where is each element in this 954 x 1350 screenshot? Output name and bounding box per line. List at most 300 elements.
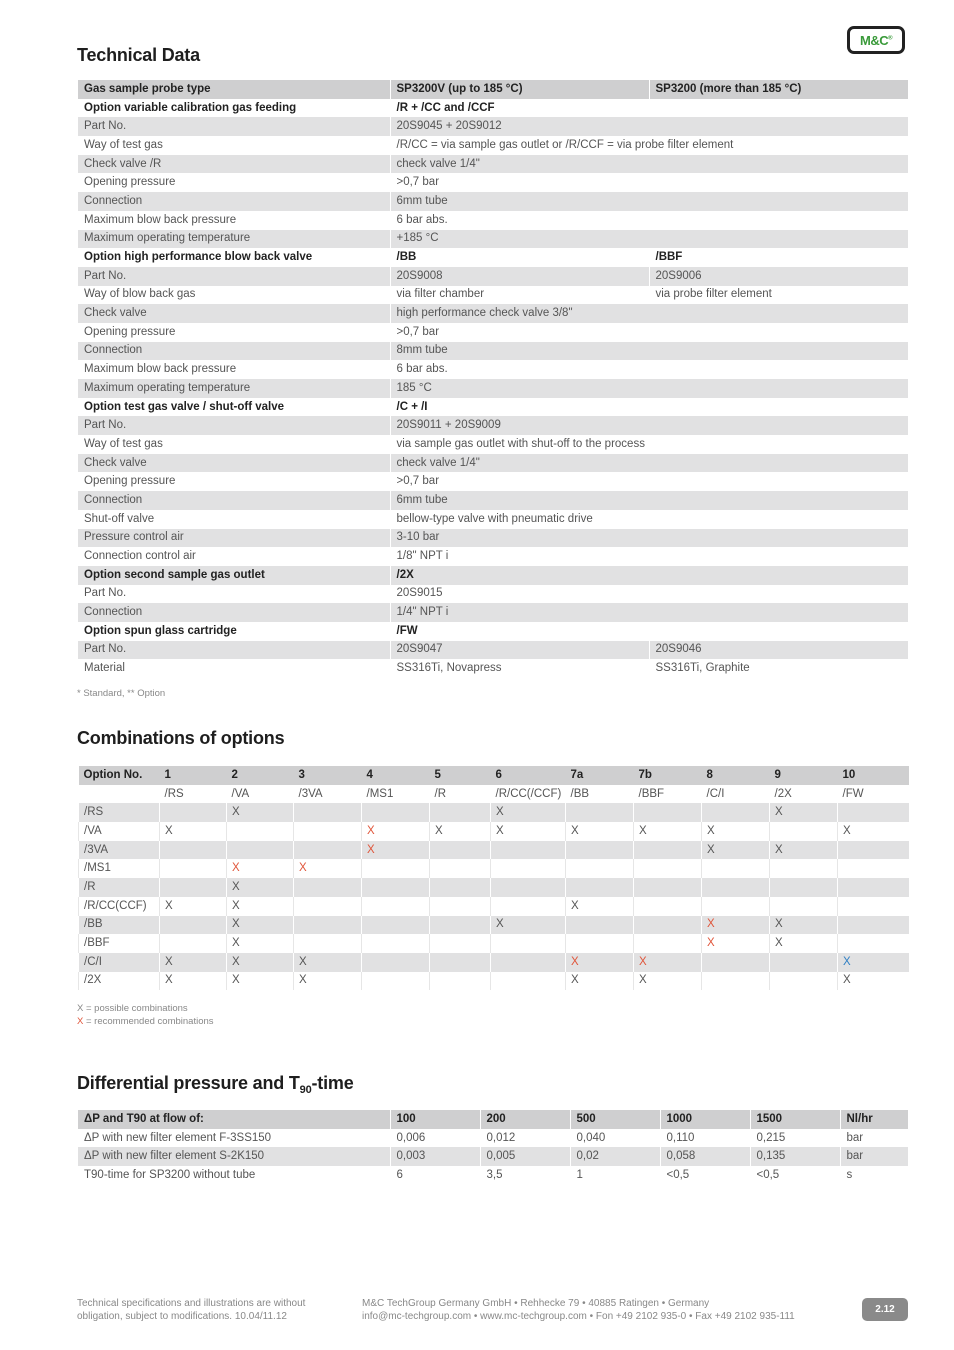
td-cell: Connection (78, 342, 390, 361)
td-cell: 20S9008 (390, 267, 649, 286)
td-row (78, 435, 908, 454)
co-mark-recommended: X (299, 862, 307, 875)
dp-header-cell: 1500 (750, 1110, 840, 1129)
td-cell: Way of test gas (84, 138, 163, 151)
co-cell (702, 841, 770, 860)
co-cell (838, 822, 909, 841)
co-cell (770, 934, 838, 953)
dp-cell: 0,110 (660, 1129, 750, 1148)
co-row (79, 934, 909, 953)
td-cell: /R/CC = via sample gas outlet or /R/CCF = via probe filter element (390, 136, 908, 155)
co-mark: X (496, 824, 504, 837)
co-cell (160, 897, 227, 916)
co-subheader-cell: /BB (570, 787, 590, 800)
co-cell (430, 841, 491, 860)
td-row (78, 659, 908, 678)
legend-possible-text: = possible combinations (83, 1003, 188, 1014)
co-cell (160, 841, 227, 860)
td-cell: Shut-off valve (84, 512, 155, 525)
td-cell: 1/8" NPT i (390, 547, 908, 566)
co-cell (294, 972, 362, 991)
co-cell (491, 916, 566, 935)
td-section-row (78, 99, 908, 118)
td-cell: Connection (78, 192, 390, 211)
co-mark: X (232, 918, 240, 931)
co-row-label: /BBF (79, 934, 160, 953)
co-mark: X (639, 824, 647, 837)
differential-pressure-table (78, 1110, 908, 1185)
co-cell (294, 803, 362, 822)
td-cell: Part No. (78, 267, 390, 286)
td-cell: 6mm tube (390, 491, 908, 510)
co-cell (634, 859, 702, 878)
td-row (78, 491, 908, 510)
co-row-label: /RS (79, 803, 160, 822)
co-cell (160, 972, 227, 991)
dp-cell: 3,5 (480, 1166, 570, 1185)
td-cell: Check valve (78, 304, 390, 323)
td-cell: 6 bar abs. (390, 360, 908, 379)
td-cell: Option second sample gas outlet (78, 566, 390, 585)
co-header-cell: 7a (566, 766, 634, 785)
co-cell (491, 803, 566, 822)
co-cell (634, 878, 702, 897)
td-row (78, 323, 908, 342)
td-section-row (78, 622, 908, 641)
td-header-cell: SP3200 (more than 185 °C) (649, 80, 908, 99)
co-cell (838, 878, 909, 897)
co-cell (566, 972, 634, 991)
co-row (79, 841, 909, 860)
dp-cell: ΔP with new filter element F-3SS150 (84, 1131, 272, 1144)
td-cell: /C + /I (390, 398, 908, 417)
co-cell (770, 916, 838, 935)
co-mark: X (571, 974, 579, 987)
co-header-cell: 5 (430, 766, 491, 785)
td-cell: via sample gas outlet with shut-off to the process (390, 435, 908, 454)
co-cell (634, 803, 702, 822)
co-cell (362, 822, 430, 841)
co-mark-recommended: X (367, 824, 375, 837)
co-subheader-cell: /BBF (638, 787, 665, 800)
co-cell (702, 859, 770, 878)
co-cell (770, 803, 838, 822)
td-cell: /R + /CC and /CCF (390, 99, 908, 118)
dp-header-cell: 200 (480, 1110, 570, 1129)
td-row (78, 585, 908, 604)
co-row (79, 822, 909, 841)
co-cell (566, 841, 634, 860)
co-cell (566, 953, 634, 972)
co-mark: X (299, 955, 307, 968)
td-cell: 20S9015 (390, 585, 908, 604)
dp-row (78, 1147, 908, 1166)
co-header-cell: 10 (838, 766, 909, 785)
dp-cell: 0,003 (390, 1147, 480, 1166)
td-header-cell: Gas sample probe type (78, 80, 390, 99)
co-cell (491, 953, 566, 972)
td-cell: Pressure control air (78, 529, 390, 548)
footer-contact: info@mc-techgroup.com • www.mc-techgroup.com • Fon +49 2102 935-0 • Fax +49 2102 935-111 (362, 1311, 795, 1322)
dp-row (78, 1129, 908, 1148)
co-mark: X (775, 806, 783, 819)
co-cell (160, 822, 227, 841)
co-mark: X (843, 974, 851, 987)
co-cell (634, 841, 702, 860)
dp-cell: <0,5 (660, 1166, 750, 1185)
td-cell: 1/4" NPT i (390, 603, 908, 622)
co-mark: X (299, 974, 307, 987)
td-cell: >0,7 bar (390, 173, 908, 192)
co-mark-recommended: X (367, 843, 375, 856)
co-header-cell: Option No. (79, 766, 160, 785)
td-row (78, 117, 908, 136)
co-cell (227, 972, 294, 991)
co-cell (227, 841, 294, 860)
td-cell: via filter chamber (390, 286, 649, 305)
co-mark-recommended: X (639, 955, 647, 968)
td-cell: check valve 1/4" (390, 155, 908, 174)
co-row (79, 803, 909, 822)
co-mark: X (571, 899, 579, 912)
dp-cell: 0,135 (750, 1147, 840, 1166)
co-cell (491, 934, 566, 953)
co-header-cell: 2 (227, 766, 294, 785)
legend-possible-mark: X (77, 1003, 84, 1014)
dp-cell: bar (840, 1147, 908, 1166)
td-row (78, 230, 908, 249)
td-cell: Option test gas valve / shut-off valve (84, 400, 285, 413)
td-cell: via probe filter element (649, 286, 908, 305)
legend-recommended-mark: X (77, 1016, 84, 1027)
td-cell: 20S9006 (649, 267, 908, 286)
td-cell: >0,7 bar (390, 323, 908, 342)
co-cell (227, 934, 294, 953)
dp-cell: 0,012 (480, 1129, 570, 1148)
co-cell (838, 803, 909, 822)
td-cell: 3-10 bar (390, 529, 908, 548)
co-cell (294, 859, 362, 878)
co-cell (294, 953, 362, 972)
td-cell: Opening pressure (84, 475, 176, 488)
footer-disclaimer (77, 1297, 305, 1323)
td-row (78, 211, 908, 230)
co-cell (702, 822, 770, 841)
co-cell (430, 803, 491, 822)
co-subheader-cell: /R (434, 787, 446, 800)
co-cell (294, 916, 362, 935)
co-mark: X (435, 824, 443, 837)
co-cell (430, 897, 491, 916)
dp-cell: s (840, 1166, 908, 1185)
logo-text: M&C (859, 32, 889, 48)
co-cell (491, 841, 566, 860)
footer-address: M&C TechGroup Germany GmbH • Rehhecke 79 • 40885 Ratingen • Germany (362, 1298, 710, 1309)
co-subheader-cell: /MS1 (366, 787, 394, 800)
co-cell (227, 916, 294, 935)
co-cell (491, 972, 566, 991)
td-row (78, 454, 908, 473)
co-mark: X (232, 880, 240, 893)
combinations-table (78, 766, 909, 990)
co-cell (294, 897, 362, 916)
co-cell (362, 859, 430, 878)
td-section-row (78, 398, 908, 417)
legend-possible (77, 1002, 214, 1015)
td-row (78, 192, 908, 211)
dp-cell: 0,02 (570, 1147, 660, 1166)
co-cell (702, 934, 770, 953)
co-cell (634, 972, 702, 991)
td-cell: Connection control air (84, 550, 196, 563)
co-cell (566, 803, 634, 822)
co-cell (294, 878, 362, 897)
td-row (78, 173, 908, 192)
co-header-cell: 7b (634, 766, 702, 785)
td-row (78, 416, 908, 435)
standard-option-footnote: * Standard, ** Option (77, 688, 166, 699)
co-cell (430, 934, 491, 953)
co-cell (838, 859, 909, 878)
mc-logo (847, 26, 905, 54)
dp-cell: 0,215 (750, 1129, 840, 1148)
td-cell: Option variable calibration gas feeding (84, 101, 297, 114)
co-cell (294, 822, 362, 841)
co-row-label: /3VA (79, 841, 160, 860)
co-subheader-cell: /RS (164, 787, 184, 800)
co-row (79, 897, 909, 916)
co-row-label: /BB (79, 916, 160, 935)
co-mark: X (232, 974, 240, 987)
dp-title-main: Differential pressure and T (77, 1073, 300, 1093)
legend-recommended (77, 1015, 214, 1028)
co-row-label: /R (79, 878, 160, 897)
td-cell: Part No. (78, 416, 390, 435)
dp-row (78, 1166, 908, 1185)
td-cell: Connection (78, 603, 390, 622)
co-cell (770, 822, 838, 841)
td-row (78, 641, 908, 660)
co-cell (838, 916, 909, 935)
co-cell (227, 897, 294, 916)
co-row-label: /C/I (79, 953, 160, 972)
td-cell: Option high performance blow back valve (84, 251, 313, 264)
td-cell: Check valve /R (78, 155, 390, 174)
co-cell (362, 897, 430, 916)
co-cell (702, 897, 770, 916)
co-cell (430, 878, 491, 897)
co-cell (294, 841, 362, 860)
td-header-row (78, 80, 908, 99)
co-mark-special: X (843, 955, 851, 968)
td-cell: 6 bar abs. (390, 211, 908, 230)
td-row (78, 510, 908, 529)
dp-cell: T90-time for SP3200 without tube (84, 1168, 256, 1181)
td-cell: Part No. (84, 587, 127, 600)
co-cell (838, 972, 909, 991)
dp-cell: <0,5 (750, 1166, 840, 1185)
co-header-row (79, 766, 909, 785)
td-cell: Way of blow back gas (84, 288, 196, 301)
combinations-title: Combinations of options (77, 728, 285, 748)
co-subheader-cell: /FW (842, 787, 864, 800)
co-cell (702, 972, 770, 991)
td-cell: /FW (390, 622, 908, 641)
co-mark: X (165, 824, 173, 837)
co-mark: X (232, 955, 240, 968)
td-cell: 20S9047 (390, 641, 649, 660)
co-subheader-cell: /VA (231, 787, 250, 800)
co-cell (634, 822, 702, 841)
td-cell: /BB (390, 248, 649, 267)
td-row (78, 155, 908, 174)
co-cell (838, 934, 909, 953)
td-row (78, 267, 908, 286)
co-row-label: /R/CC(CCF) (79, 897, 160, 916)
technical-data-title: Technical Data (77, 45, 200, 65)
co-row (79, 972, 909, 991)
co-cell (227, 859, 294, 878)
co-row-label: /MS1 (79, 859, 160, 878)
co-header-cell: 8 (702, 766, 770, 785)
co-header-cell: 3 (294, 766, 362, 785)
differential-pressure-title (77, 1073, 354, 1096)
co-subheader-cell: /3VA (298, 787, 323, 800)
co-cell (770, 841, 838, 860)
td-cell: /2X (390, 566, 908, 585)
co-mark: X (707, 824, 715, 837)
dp-cell: 0,058 (660, 1147, 750, 1166)
co-cell (430, 972, 491, 991)
co-cell (160, 934, 227, 953)
td-section-row (78, 566, 908, 585)
td-row (78, 603, 908, 622)
td-row (78, 286, 908, 305)
co-cell (702, 916, 770, 935)
co-cell (430, 822, 491, 841)
footer-disclaimer-line1: Technical specifications and illustrations are without (77, 1298, 306, 1309)
co-mark: X (165, 955, 173, 968)
dp-header-cell: 500 (570, 1110, 660, 1129)
co-cell (362, 841, 430, 860)
td-cell: Opening pressure (84, 176, 176, 189)
co-cell (362, 916, 430, 935)
co-cell (702, 803, 770, 822)
dp-header-cell: 100 (390, 1110, 480, 1129)
co-row (79, 953, 909, 972)
co-subheader-cell (79, 785, 160, 804)
co-cell (362, 953, 430, 972)
co-cell (362, 972, 430, 991)
td-cell: >0,7 bar (390, 472, 908, 491)
dp-cell: 1 (570, 1166, 660, 1185)
td-cell: Opening pressure (84, 325, 176, 338)
co-mark: X (639, 974, 647, 987)
co-mark: X (571, 824, 579, 837)
td-cell: Way of test gas (84, 437, 163, 450)
co-row-label: /VA (79, 822, 160, 841)
technical-data-table (78, 80, 908, 678)
td-cell: check valve 1/4" (390, 454, 908, 473)
td-row (78, 342, 908, 361)
co-cell (566, 822, 634, 841)
logo-mark: ® (888, 35, 893, 42)
td-cell: high performance check valve 3/8" (390, 304, 908, 323)
co-mark: X (496, 918, 504, 931)
co-mark: X (775, 843, 783, 856)
co-cell (702, 953, 770, 972)
td-cell: Maximum blow back pressure (84, 213, 237, 226)
co-header-cell: 4 (362, 766, 430, 785)
co-mark: X (775, 918, 783, 931)
footer-company (362, 1297, 795, 1323)
combinations-legend (77, 1002, 214, 1028)
co-mark: X (707, 843, 715, 856)
dp-header-row (78, 1110, 908, 1129)
co-mark-recommended: X (707, 918, 715, 931)
co-subheader-cell: /2X (774, 787, 792, 800)
dp-cell: ΔP with new filter element S-2K150 (78, 1147, 390, 1166)
co-cell (702, 878, 770, 897)
co-cell (838, 841, 909, 860)
co-cell (227, 822, 294, 841)
td-header-cell: SP3200V (up to 185 °C) (390, 80, 649, 99)
co-row (79, 859, 909, 878)
co-cell (362, 803, 430, 822)
co-cell (227, 953, 294, 972)
co-mark-recommended: X (707, 937, 715, 950)
dp-cell: 0,005 (480, 1147, 570, 1166)
co-header-cell: 6 (491, 766, 566, 785)
co-cell (566, 934, 634, 953)
co-cell (770, 878, 838, 897)
td-cell: 20S9011 + 20S9009 (390, 416, 908, 435)
td-cell: 6mm tube (390, 192, 908, 211)
td-section-row (78, 248, 908, 267)
co-cell (838, 897, 909, 916)
dp-title-sub: 90 (299, 1084, 312, 1096)
co-mark: X (843, 824, 851, 837)
co-cell (634, 897, 702, 916)
co-header-cell: 9 (770, 766, 838, 785)
co-subheader-cell: /C/I (706, 787, 725, 800)
td-cell: +185 °C (390, 230, 908, 249)
td-cell: SS316Ti, Novapress (390, 659, 649, 678)
dp-cell: 6 (390, 1166, 480, 1185)
dp-cell: 0,040 (570, 1129, 660, 1148)
co-cell (634, 953, 702, 972)
dp-cell: 0,006 (390, 1129, 480, 1148)
co-cell (227, 878, 294, 897)
co-cell (770, 953, 838, 972)
td-cell: 185 °C (390, 379, 908, 398)
co-cell (362, 878, 430, 897)
td-cell: Maximum operating temperature (78, 379, 390, 398)
co-cell (362, 934, 430, 953)
dp-header-cell: 1000 (660, 1110, 750, 1129)
co-cell (160, 916, 227, 935)
co-mark: X (165, 899, 173, 912)
co-cell (491, 822, 566, 841)
td-row (78, 547, 908, 566)
td-cell: SS316Ti, Graphite (649, 659, 908, 678)
td-cell: 20S9046 (649, 641, 908, 660)
td-cell: Part No. (78, 641, 390, 660)
co-cell (566, 859, 634, 878)
co-cell (430, 953, 491, 972)
td-cell: bellow-type valve with pneumatic drive (390, 510, 908, 529)
dp-cell: bar (840, 1129, 908, 1148)
